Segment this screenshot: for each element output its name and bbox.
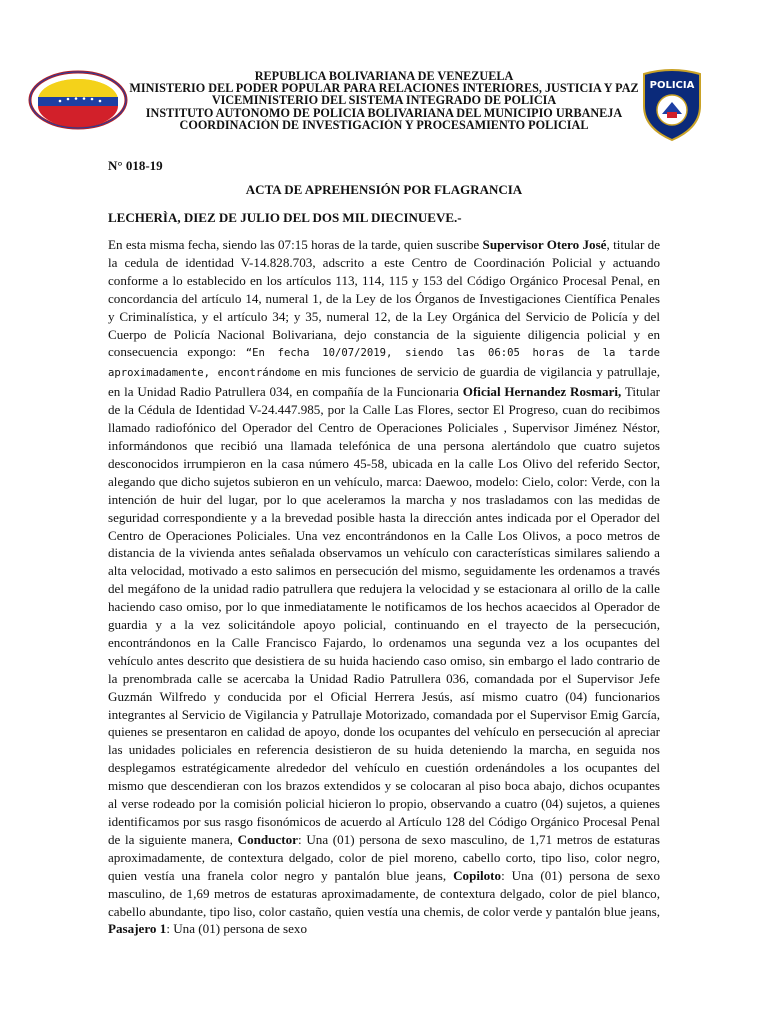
companion-name: Oficial Hernandez Rosmari, (462, 384, 622, 400)
header-line-viceministry: VICEMINISTERIO DEL SISTEMA INTEGRADO DE POLICIA (211, 94, 557, 107)
header-line-institute: INSTITUTO AUTONOMO DE POLICIA BOLIVARIANA DEL MUNICIPIO URBANEJA (145, 106, 623, 119)
label-copilot: Copiloto (453, 867, 502, 883)
document-number: N° 018-19 (108, 158, 163, 173)
body-intro: En esta misma fecha, siendo las 07:15 horas de la tarde, quien suscribe (108, 237, 483, 252)
header-line-ministry: MINISTERIO DEL PODER POPULAR PARA RELACIONES INTERIORES, JUSTICIA Y PAZ (129, 82, 639, 95)
driver-description: : Una (01) persona de sexo masculino, de 1,71 metros de estaturas aproximadamente, de contextura delgado, color de piel moreno, cabello corto, tipo liso, color negro, quien vestía una franela color negro y pantalón blue jeans, (108, 831, 660, 883)
body-narrative-a: en mis funciones de servicio de guardia de vigilancia y patrullaje, en la Unidad Radio Patrullera 034, en compañía de la Funcionaria (108, 364, 660, 400)
header-line-republic: REPUBLICA BOLIVARIANA DE VENEZUELA (254, 70, 514, 83)
officer-name: Supervisor Otero José (482, 237, 607, 252)
body-legal-basis: , titular de la cedula de identidad V-14.828.703, adscrito a este Centro de Coordinación Policial y actuando conforme a lo establecido en los artículos 113, 114, 115 y 153 del Código Orgánico Procesal Penal, en concordancia del artículo 14, numeral 1, de la Ley de los Órganos de Investigaciones Científica Penales y Criminalística, y el artículo 34; y 35, numeral 12, de la Ley Orgánica del Servicio de Policía y del Cuerpo de Policía Nacional Bolivariana, dejo constancia de la siguiente diligencia policial y en consecuencia expongo: (108, 237, 661, 360)
label-driver: Conductor (237, 831, 298, 847)
document-body (108, 236, 660, 938)
copilot-description: : Una (01) persona de sexo masculino, de 1,69 metros de estaturas aproximadamente, de contextura delgado, color de piel blanco, cabello abundante, tipo liso, color castaño, quien vestía una chemis, de color verde y pantalón blue jeans, (108, 867, 660, 919)
shield-text: POLICIA (649, 80, 695, 91)
label-passenger-1: Pasajero 1 (108, 921, 167, 937)
header-line-coordination: COORDINACIÓN DE INVESTIGACIÓN Y PROCESAMIENTO POLICIAL (179, 118, 589, 132)
institution-header (100, 70, 668, 131)
body-narrative-b: Titular de la Cédula de Identidad V-24.447.985, por la Calle Las Flores, sector El Progreso, cuan do recibimos llamado radiofónico del Operador del Centro de Operaciones Policiales , Supervisor Jiménez Néstor, informándonos que recibió una llamada telefónica de una persona alertándolo que cuatro sujetos desconocidos irrumpieron en la casa número 45-58, ubicada en la calle Los Olivo del referido Sector, alegando que dicho sujetos subieron en un vehículo, marca: Daewoo, modelo: Cielo, color: Verde, con la intención de huir del lugar, por lo que aceleramos la marcha y nos trasladamos con las medidas de seguridad correspondiente y a la brevedad posible hasta la dirección antes indicada por el Operador del Centro de Operaciones Policiales. Una vez encontrándonos en la Calle Los Olivos, a poco metros de distancia de la vivienda antes señalada observamos un vehículo con características similares saliendo a alta velocidad, motivado a esto salimos en persecución del mismo, seguidamente les ordenamos a través del megáfono de la unidad radio patrullera que redujera la velocidad y se estacionara al orillo de la calle haciendo caso omiso, por lo que inmediatamente le notificamos de los hechos acaecidos al Operador de guardia y a la vez solicitándole apoyo policial, continuando en el trayecto de la persecución, encontrándonos en la Calle Francisco Fajardo, lo ordenamos una segunda vez a los ocupantes del vehículo antes descrito que desistiera de su huida haciendo caso omiso, sin embargo el lado contrario de la prenombrada calle se acercaba la Unidad Radio Patrullera 036, comandada por el Supervisor Jefe Guzmán Wilfredo y conducida por el Oficial Herrera Jesús, así mismo cuatro (04) funcionarios integrantes al Servicio de Vigilancia y Patrullaje Motorizado, comandada por el Supervisor Emig García, quienes se presentaron en calidad de apoyo, donde los ocupantes del vehículo en persecución al apreciar las unidades policiales en referencia desistieron de su huida deteniendo la marcha, en seguida nos desplegamos estratégicamente alrededor del vehículo en cuestión ordenándoles a los ocupantes del mismo que descendieran con los brazos extendidos y se colocaran al piso boca abajo, dichos ocupantes al verse rodeado por la comisión policial hicieron lo propio, observando a cuatro (04) sujetos, a quienes identificamos por sus rasgo fisonómicos de acuerdo al Artículo 128 del Código Orgánico Procesal Penal de la siguiente manera, (108, 384, 660, 847)
passenger-1-description: : Una (01) persona de sexo (166, 921, 308, 937)
document-title: ACTA DE APREHENSIÓN POR FLAGRANCIA (245, 182, 523, 197)
body-quote-start: “En fecha 10/07/2019, siendo las 06:05 horas de la tarde aproximadamente, encontrándome (108, 347, 661, 380)
document-date-line: LECHERÌA, DIEZ DE JULIO DEL DOS MIL DIECINUEVE.- (108, 210, 462, 225)
